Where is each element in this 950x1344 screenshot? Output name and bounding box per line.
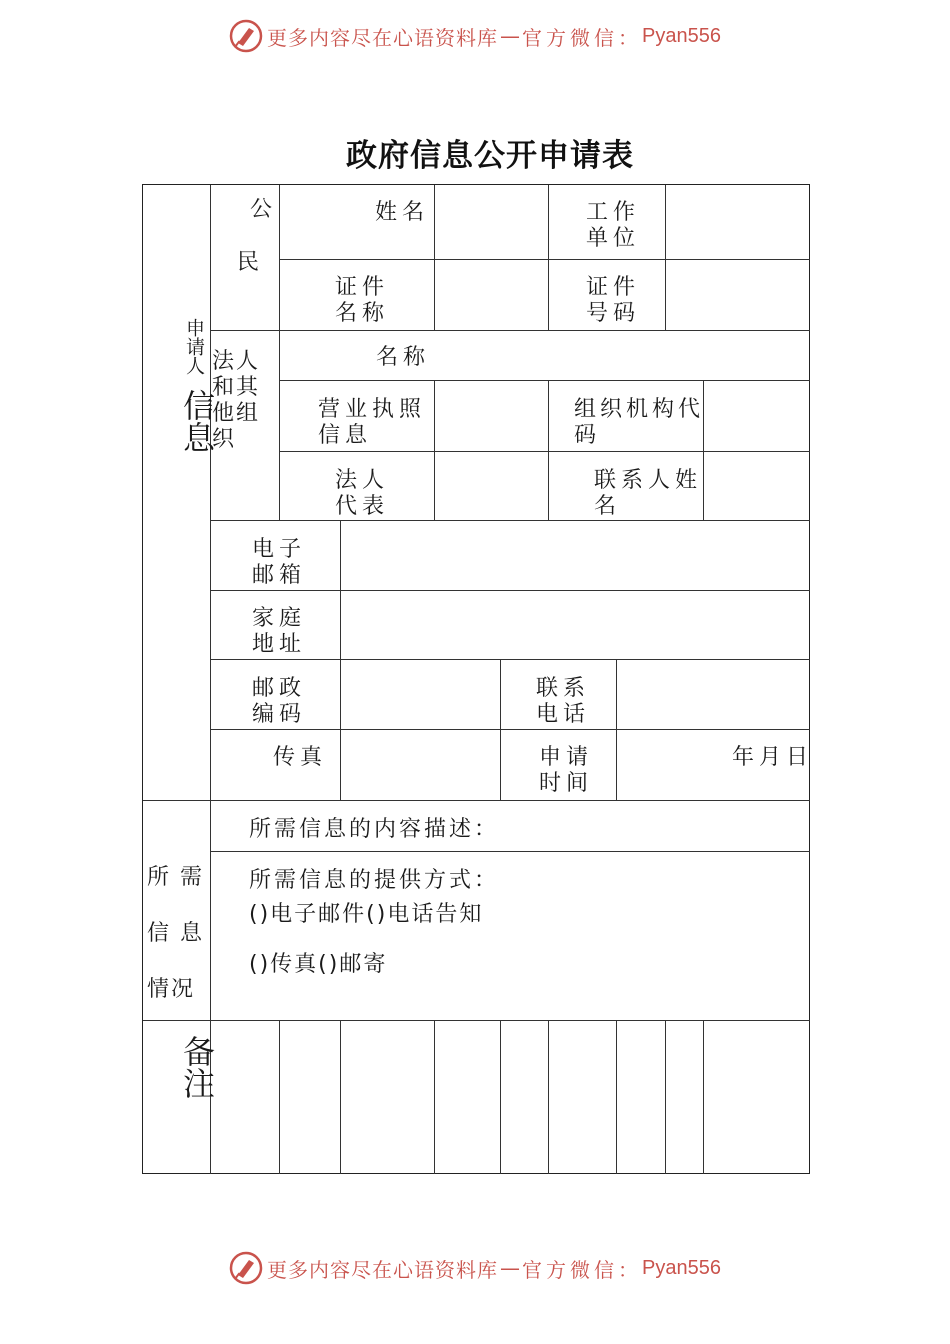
info-needed-label-3: 情况 [147,977,196,1002]
fax-label: 传真 [273,745,328,770]
banner-wechat-label: 官方微信： [522,25,643,50]
applicant-section-label-large: 信息 [178,389,216,453]
email-label: 电子邮箱 [252,537,307,588]
delivery-options-line1: ()电子邮件()电话告知 [249,902,484,927]
remarks-label: 备注 [178,1035,216,1099]
bottom-banner [0,1246,950,1290]
top-banner [0,14,950,58]
delivery-method-title: 所需信息的提供方式： [249,868,500,893]
delivery-options-line2: ()传真()邮寄 [249,952,388,977]
legal-entity-label: 法人和其他组织 [212,349,261,452]
logo-icon [229,1251,263,1285]
citizen-label-bottom: 民 [237,250,265,275]
banner-text: 更多内容尽在心语资料库 [267,25,499,50]
id-number-label: 证件号码 [586,275,641,326]
applicant-section-label: 申请人 [183,318,205,375]
apply-time-label: 申请时间 [539,745,594,796]
page-title: 政府信息公开申请表 [346,138,634,174]
representative-label: 法人代表 [335,468,390,519]
postal-code-label: 邮政编码 [252,676,307,727]
info-needed-label-2: 信 息 [147,921,204,946]
info-description-label: 所需信息的内容描述： [249,817,500,842]
id-type-label: 证件名称 [335,275,390,326]
work-unit-label: 工作单位 [586,200,641,251]
license-label: 营业执照信息 [318,397,427,448]
citizen-label-top: 公 [250,197,278,222]
banner-wechat-label: 官方微信： [522,1257,643,1282]
banner-wechat-id: Pyan556 [642,1256,721,1279]
logo-icon [229,19,263,53]
banner-wechat-id: Pyan556 [642,24,721,47]
org-name-label: 名称 [376,345,431,370]
banner-text: 更多内容尽在心语资料库 [267,1257,499,1282]
address-label: 家庭地址 [252,606,307,657]
application-form [142,184,814,1174]
banner-dash: — [500,1256,521,1280]
info-needed-label-1: 所 需 [147,865,204,890]
banner-dash: — [500,24,521,48]
name-label: 姓名 [375,200,430,225]
contact-name-label: 联系人姓名 [594,468,703,519]
date-placeholder: 年月日 [732,745,814,770]
phone-label: 联系电话 [536,676,591,727]
org-code-label: 组织机构代码 [574,397,705,448]
